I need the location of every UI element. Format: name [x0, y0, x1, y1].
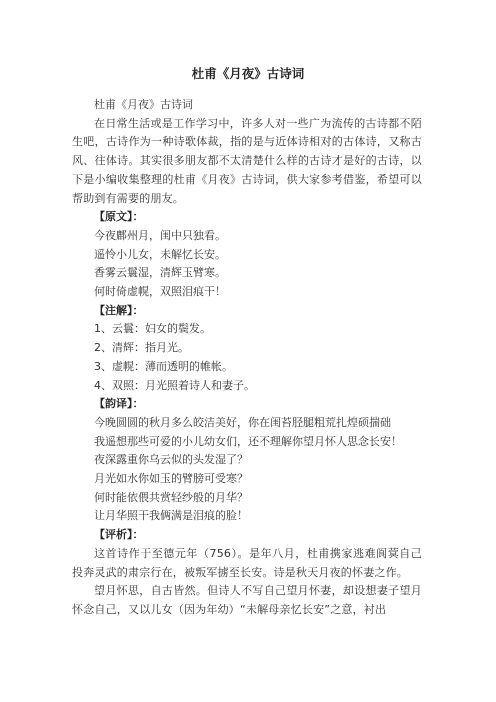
poem-line: 香雾云鬟湿，清辉玉臂寒。	[94, 266, 226, 280]
page-title: 杜甫《月夜》古诗词	[191, 66, 305, 81]
translation-line: 何时能依偎共赏轻纱般的月华？	[94, 490, 248, 504]
original-heading: 【原文】：	[94, 210, 144, 224]
intro-paragraph: 在日常生活或是工作学习中，许多人对一些广为流传的古诗都不陌生吧，古诗作为一种诗歌体裁，指的是与近体诗相对的古体诗，又称古风、往体诗。其实很多朋友都不太清楚什么样的古诗才是好的古诗，以下是小编收集整理的杜甫《月夜》古诗词，供大家参考借鉴，希望可以帮助到有需要的朋友。	[72, 116, 422, 205]
poem-line: 遥怜小儿女，未解忆长安。	[94, 247, 226, 261]
note-item: 1、云鬟：妇女的鬓发。	[94, 322, 211, 336]
notes-heading: 【注解】：	[94, 303, 144, 317]
note-item: 4、双照：月光照着诗人和妻子。	[94, 378, 255, 392]
analysis-paragraph: 这首诗作于至德元年（756）。是年八月，杜甫携家逃难阆蓂自己投奔灵武的肃宗行在，被叛军掳至长安。诗是秋天月夜的怀妻之作。	[72, 546, 422, 579]
note-item: 3、虚幌：薄而透明的帷帐。	[94, 359, 233, 373]
translation-line: 夜深露重你乌云似的头发湿了？	[94, 453, 248, 467]
analysis-heading: 【评析】：	[94, 528, 144, 542]
poem-line: 今夜鄜州月，闺中只独看。	[94, 228, 226, 242]
article-body	[72, 96, 422, 620]
poem-line: 何时倚虚幌，双照泪痕干！	[94, 285, 226, 299]
translation-line: 让月华照干我俩满是泪痕的脸！	[94, 509, 248, 523]
translation-heading: 【韵译】：	[94, 397, 144, 411]
analysis-paragraph: 望月怀思，自古皆然。但诗人不写自己望月怀妻，却设想妻子望月怀念自己，又以儿女（因为年幼）“未解母亲忆长安”之意，衬出	[72, 584, 422, 616]
note-item: 2、清辉：指月光。	[94, 341, 189, 355]
translation-line: 我遥想那些可爱的小儿幼女们，还不理解你望月怀人思念长安！	[94, 434, 402, 448]
translation-line: 月光如水你如玉的臂膀可受寒？	[94, 472, 248, 486]
translation-line: 今晚圆圆的秋月多么皎洁美好，你在闺苔胫腿粗荒扎煌硕揣础	[94, 415, 391, 429]
article-subtitle: 杜甫《月夜》古诗词	[94, 98, 193, 111]
